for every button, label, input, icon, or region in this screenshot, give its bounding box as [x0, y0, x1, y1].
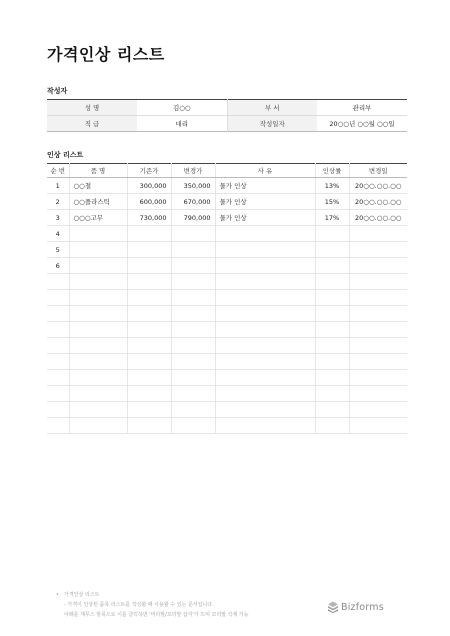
cell-date: [349, 226, 407, 242]
cell-no: [47, 306, 69, 322]
cell-new: 350,000: [171, 178, 215, 194]
cell-new: 670,000: [171, 194, 215, 210]
cell-rate: [315, 402, 349, 418]
cell-date: [349, 370, 407, 386]
cell-date: [349, 274, 407, 290]
cell-reason: [215, 418, 315, 434]
cell-no: 6: [47, 258, 69, 274]
cell-reason: [215, 322, 315, 338]
cell-date: [349, 306, 407, 322]
cell-old: 600,000: [127, 194, 171, 210]
footer-notes: [56, 590, 249, 620]
cell-new: [171, 338, 215, 354]
table-row: [47, 242, 407, 258]
cell-reason: [215, 242, 315, 258]
table-header-row: [47, 164, 407, 178]
cell-name: [69, 242, 127, 258]
cell-name: ○○철: [69, 178, 127, 194]
cell-name: [69, 322, 127, 338]
cell-new: 790,000: [171, 210, 215, 226]
cell-old: [127, 226, 171, 242]
table-row: [47, 274, 407, 290]
cell-no: [47, 322, 69, 338]
cell-name: ○○플라스틱: [69, 194, 127, 210]
table-row: [47, 370, 407, 386]
cell-old: [127, 370, 171, 386]
brand-name: Bizforms: [341, 601, 384, 613]
column-header: 변경가: [171, 164, 215, 178]
cell-new: [171, 306, 215, 322]
cell-new: [171, 258, 215, 274]
cell-new: [171, 242, 215, 258]
author-field-label: 부 서: [227, 100, 317, 116]
cell-reason: 물가 인상: [215, 194, 315, 210]
cell-reason: [215, 274, 315, 290]
cell-rate: [315, 370, 349, 386]
table-row: [47, 338, 407, 354]
cell-no: [47, 386, 69, 402]
cell-no: [47, 418, 69, 434]
cell-name: [69, 354, 127, 370]
cell-rate: [315, 258, 349, 274]
cell-date: [349, 290, 407, 306]
cell-name: [69, 402, 127, 418]
cell-old: 300,000: [127, 178, 171, 194]
cell-name: [69, 338, 127, 354]
cell-reason: [215, 258, 315, 274]
cell-old: [127, 418, 171, 434]
cell-name: [69, 290, 127, 306]
bullet-icon: •: [56, 592, 59, 598]
author-field-value: 대리: [137, 116, 227, 132]
cell-name: [69, 418, 127, 434]
author-field-label: 작성일자: [227, 116, 317, 132]
cell-no: 5: [47, 242, 69, 258]
table-row: [47, 322, 407, 338]
column-header: 인상률: [315, 164, 349, 178]
bizforms-logo: [327, 601, 384, 613]
column-header: 순 번: [47, 164, 69, 178]
author-field-label: 직 급: [47, 116, 137, 132]
cell-no: [47, 274, 69, 290]
cell-new: [171, 386, 215, 402]
column-header: 기존가: [127, 164, 171, 178]
author-field-value: 20○○년 ○○월 ○○일: [317, 116, 407, 132]
cell-old: [127, 274, 171, 290]
table-row: [47, 178, 407, 194]
cell-date: [349, 418, 407, 434]
cell-reason: [215, 306, 315, 322]
column-header: 사 유: [215, 164, 315, 178]
cell-date: [349, 402, 407, 418]
author-field-label: 성 명: [47, 100, 137, 116]
cell-reason: 물가 인상: [215, 178, 315, 194]
cell-new: [171, 418, 215, 434]
cell-reason: [215, 370, 315, 386]
cell-old: 730,000: [127, 210, 171, 226]
cell-name: [69, 258, 127, 274]
cell-no: 3: [47, 210, 69, 226]
cell-rate: 17%: [315, 210, 349, 226]
cell-old: [127, 242, 171, 258]
cell-new: [171, 290, 215, 306]
author-section-label: 작성자: [47, 87, 68, 95]
cell-new: [171, 402, 215, 418]
table-row: [47, 258, 407, 274]
cell-name: [69, 386, 127, 402]
cell-rate: 13%: [315, 178, 349, 194]
table-row: [47, 402, 407, 418]
cell-name: ○○○고무: [69, 210, 127, 226]
cell-old: [127, 290, 171, 306]
cell-name: [69, 226, 127, 242]
cell-date: [349, 338, 407, 354]
cell-reason: [215, 402, 315, 418]
cell-old: [127, 402, 171, 418]
table-row: [47, 354, 407, 370]
author-field-value: 관리부: [317, 100, 407, 116]
cell-old: [127, 258, 171, 274]
cell-old: [127, 306, 171, 322]
cell-rate: [315, 338, 349, 354]
footer-note-title: 가격인상 리스트: [64, 592, 100, 598]
cell-no: 1: [47, 178, 69, 194]
footer-note-line: 아래를 재무스 항목으로 이를 클릭하면 '머리말/꼬리말 삽자'가 뜨며 꼬리말 삭제 가능: [64, 612, 249, 618]
cell-rate: [315, 274, 349, 290]
cell-new: [171, 274, 215, 290]
cell-old: [127, 322, 171, 338]
table-row: [47, 418, 407, 434]
column-header: 변경일: [349, 164, 407, 178]
cell-reason: 물가 인상: [215, 210, 315, 226]
cell-rate: [315, 226, 349, 242]
author-row: [47, 100, 407, 116]
cell-name: [69, 306, 127, 322]
author-row: [47, 116, 407, 132]
table-row: [47, 386, 407, 402]
cell-reason: [215, 354, 315, 370]
cell-date: 20○○.○○.○○: [349, 178, 407, 194]
cell-rate: [315, 322, 349, 338]
cell-no: [47, 290, 69, 306]
cell-rate: [315, 386, 349, 402]
cell-reason: [215, 290, 315, 306]
table-row: [47, 226, 407, 242]
author-table: [47, 99, 407, 132]
cell-no: [47, 338, 69, 354]
cell-no: 2: [47, 194, 69, 210]
cell-old: [127, 354, 171, 370]
cell-date: [349, 322, 407, 338]
cell-date: 20○○.○○.○○: [349, 210, 407, 226]
price-increase-table: [47, 163, 407, 434]
cell-date: [349, 386, 407, 402]
table-row: [47, 210, 407, 226]
cell-new: [171, 370, 215, 386]
cell-rate: 15%: [315, 194, 349, 210]
cell-rate: [315, 242, 349, 258]
cell-date: [349, 258, 407, 274]
cell-new: [171, 354, 215, 370]
cell-old: [127, 338, 171, 354]
bizforms-logo-icon: [327, 601, 339, 613]
cell-no: [47, 354, 69, 370]
column-header: 품 명: [69, 164, 127, 178]
page-title: 가격인상 리스트: [47, 45, 165, 64]
table-row: [47, 290, 407, 306]
cell-new: [171, 322, 215, 338]
cell-name: [69, 274, 127, 290]
cell-rate: [315, 306, 349, 322]
cell-date: [349, 354, 407, 370]
footer-note-line: - 가격이 인상된 품목 리스트를 작성할 때 사용할 수 있는 문서입니다.: [64, 602, 214, 608]
cell-rate: [315, 354, 349, 370]
cell-rate: [315, 418, 349, 434]
table-row: [47, 194, 407, 210]
cell-new: [171, 226, 215, 242]
cell-rate: [315, 290, 349, 306]
cell-date: [349, 242, 407, 258]
cell-old: [127, 386, 171, 402]
list-section-label: 인상 리스트: [47, 151, 84, 159]
cell-no: [47, 370, 69, 386]
cell-no: [47, 402, 69, 418]
table-row: [47, 306, 407, 322]
cell-no: 4: [47, 226, 69, 242]
cell-reason: [215, 226, 315, 242]
cell-reason: [215, 386, 315, 402]
cell-name: [69, 370, 127, 386]
cell-reason: [215, 338, 315, 354]
author-field-value: 김○○: [137, 100, 227, 116]
cell-date: 20○○.○○.○○: [349, 194, 407, 210]
